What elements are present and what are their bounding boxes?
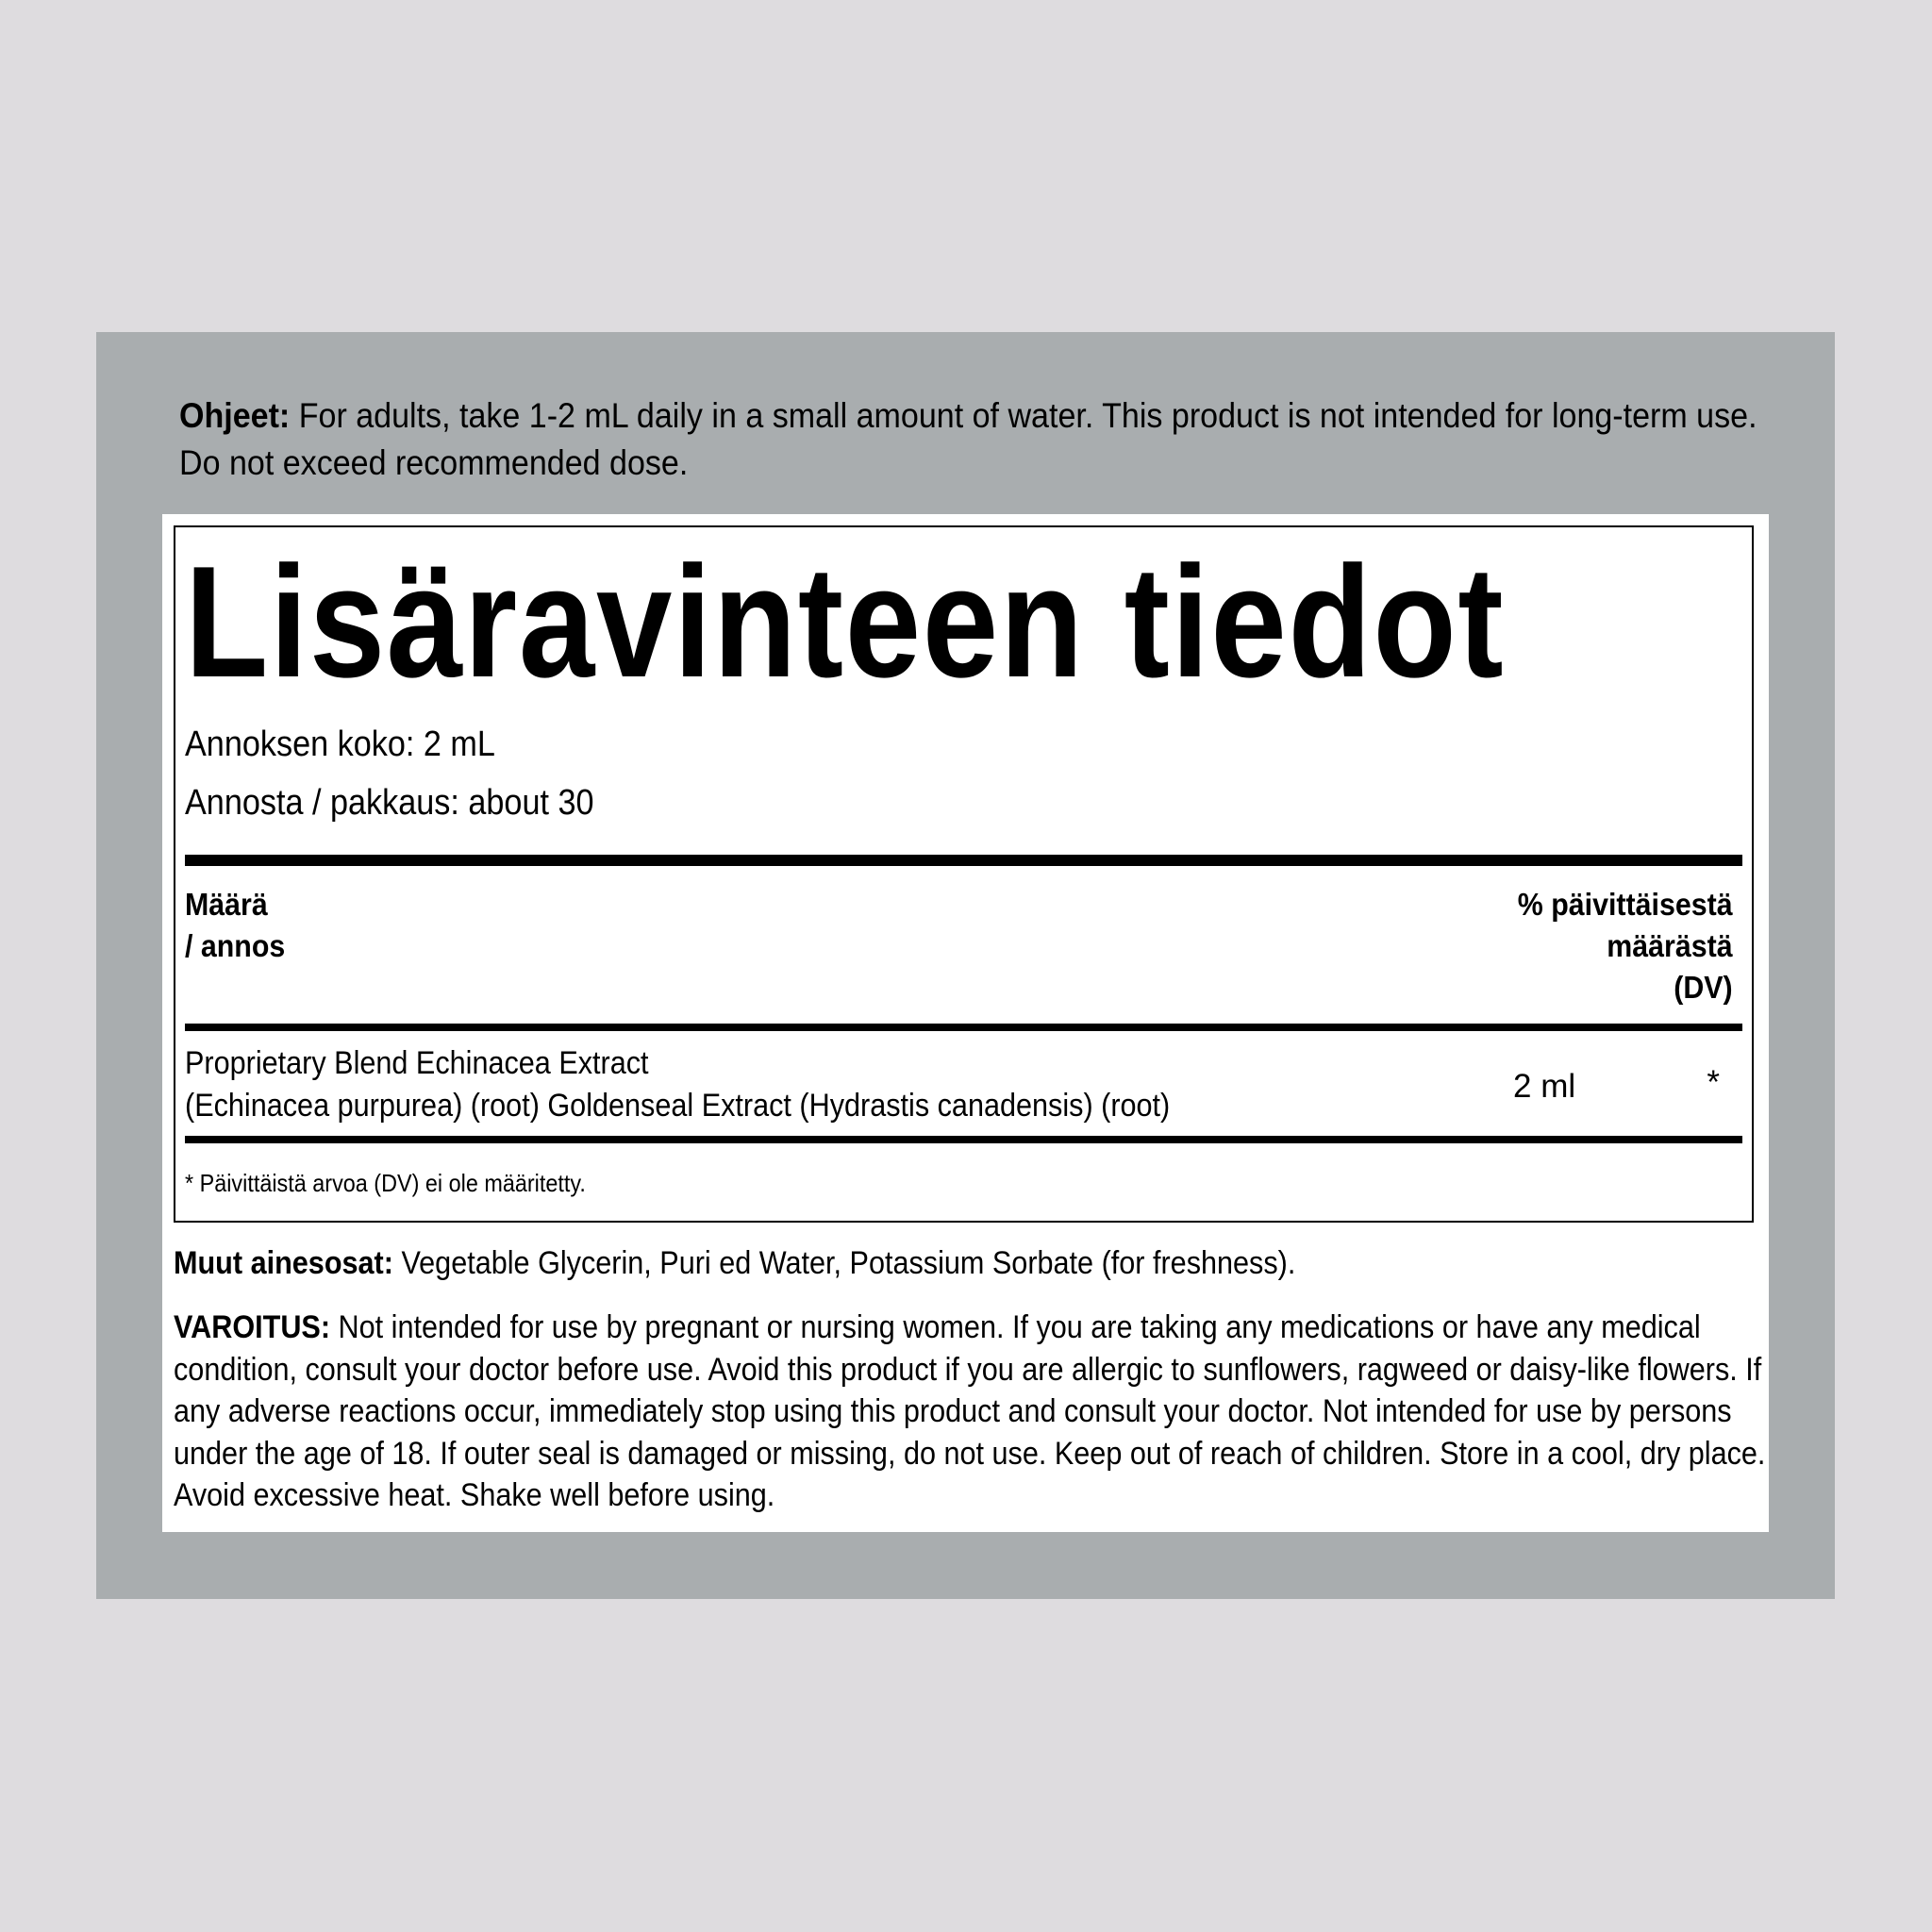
ingredient-dv: * bbox=[1707, 1064, 1720, 1101]
other-ingredients-text: Vegetable Glycerin, Puri ed Water, Potassium Sorbate (for freshness). bbox=[401, 1245, 1296, 1281]
warning-text: Not intended for use by pregnant or nursing women. If you are taking any medications or have any medical condition, consult your doctor before use. Avoid this product if you are allergic to sunflowers, ragweed or daisy-like flowers. If any adverse reactions occur, immediately stop using this product and consult your doctor. Not intended for use by persons under the age of 18. If outer seal is damaged or missing, do not use. Keep out of reach of children. Store in a cool, dry place. Avoid excessive heat. Shake well before using. bbox=[174, 1309, 1766, 1513]
thick-divider bbox=[185, 855, 1742, 866]
bottom-divider bbox=[185, 1136, 1742, 1143]
supplement-facts-box bbox=[174, 525, 1754, 1223]
servings-per-container: Annosta / pakkaus: about 30 bbox=[185, 783, 594, 823]
ingredient-name bbox=[185, 1042, 1170, 1127]
directions bbox=[179, 392, 1764, 487]
dv-header-line3: (DV) bbox=[1674, 970, 1733, 1005]
warning bbox=[174, 1307, 1770, 1517]
ingredient-amount: 2 ml bbox=[1513, 1068, 1576, 1105]
footnote: * Päivittäistä arvoa (DV) ei ole määritetty. bbox=[185, 1169, 586, 1197]
ingredient-name-line1: Proprietary Blend Echinacea Extract bbox=[185, 1045, 649, 1081]
facts-title: Lisäravinteen tiedot bbox=[185, 533, 1506, 710]
dv-header-line2: määrästä bbox=[1607, 928, 1733, 963]
daily-value-header bbox=[1518, 884, 1733, 1008]
warning-label: VAROITUS: bbox=[174, 1309, 331, 1345]
label-content bbox=[162, 514, 1769, 1532]
label-panel bbox=[96, 332, 1835, 1599]
ingredient-name-line2: (Echinacea purpurea) (root) Goldenseal Extract (Hydrastis canadensis) (root) bbox=[185, 1088, 1171, 1124]
medium-divider bbox=[185, 1024, 1742, 1031]
amount-per-serving-header bbox=[185, 884, 285, 967]
amount-header-line1: Määrä bbox=[185, 887, 268, 922]
dv-header-line1: % päivittäisestä bbox=[1518, 887, 1733, 922]
other-ingredients bbox=[174, 1242, 1295, 1284]
directions-text: For adults, take 1-2 mL daily in a small amount of water. This product is not intended for long-term use. Do not exceed recommended dose. bbox=[179, 396, 1757, 482]
amount-header-line2: / annos bbox=[185, 928, 286, 963]
directions-label: Ohjeet: bbox=[179, 396, 291, 435]
serving-size: Annoksen koko: 2 mL bbox=[185, 724, 495, 764]
other-ingredients-label: Muut ainesosat: bbox=[174, 1245, 393, 1281]
